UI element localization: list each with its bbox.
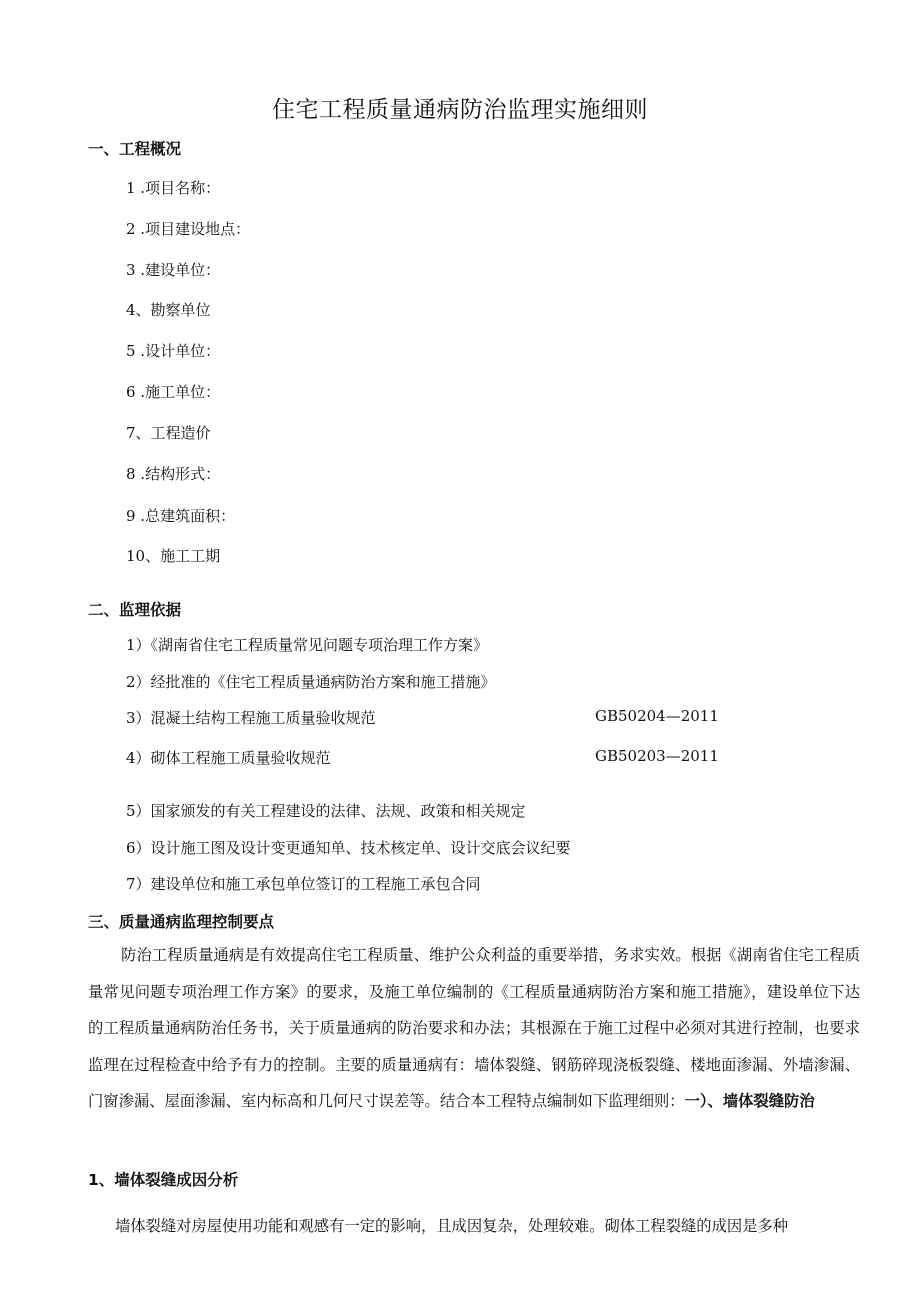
basis-item: 3）混凝土结构工程施工质量验收规范 (126, 709, 376, 727)
basis-item: 7）建设单位和施工承包单位签订的工程施工承包合同 (126, 875, 481, 893)
basis-item: 5）国家颁发的有关工程建设的法律、法规、政策和相关规定 (126, 802, 526, 820)
overview-item: 5 .设计单位： (126, 342, 221, 360)
subheading-wall-cracks: 一）、墙体裂缝防治 (684, 1092, 815, 1110)
overview-item: 7、工程造价 (126, 424, 211, 442)
basis-item: 4）砌体工程施工质量验收规范 (126, 749, 331, 767)
document-title: 住宅工程质量通病防治监理实施细则 (272, 97, 648, 123)
paragraph-text: 防治工程质量通病是有效提高住宅工程质量、维护公众利益的重要举措，务求实效。根据《湖南省住宅工程质量常见问题专项治理工作方案》的要求，及施工单位编制的《工程质量通病防治方案和施工措施》，建设单位下达的工程质量通病防治任务书，关于质量通病的防治要求和办法；其根源在于施工过程中必须对其进行控制，也要求监理在过程检查中给予有力的控制。主要的质量通病有：墙体裂缝、钢筋碎现浇板裂缝、楼地面渗漏、外墙渗漏、门窗渗漏、屋面渗漏、室内标高和几何尺寸误差等。结合本工程特点编制如下监理细则： (88, 946, 860, 1110)
body-paragraph (88, 937, 860, 1120)
overview-item: 8 .结构形式： (126, 465, 221, 483)
basis-item: 6）设计施工图及设计变更通知单、技术核定单、设计交底会议纪要 (126, 839, 571, 857)
overview-item: 6 .施工单位： (126, 383, 221, 401)
overview-item: 4、勘察单位 (126, 301, 211, 319)
paragraph-text: 墙体裂缝对房屋使用功能和观感有一定的影响，且成因复杂，处理较难。砌体工程裂缝的成因是多种 (115, 1217, 789, 1235)
overview-item: 1 .项目名称： (126, 179, 221, 197)
standard-code: GB50203—2011 (595, 747, 719, 765)
subsection-heading: 1、墙体裂缝成因分析 (88, 1171, 239, 1189)
standard-code: GB50204—2011 (595, 707, 719, 725)
section-heading-basis: 二、监理依据 (88, 601, 182, 619)
overview-item: 9 .总建筑面积： (126, 507, 236, 525)
section-heading-overview: 一、工程概况 (88, 140, 182, 158)
overview-item: 10、施工工期 (126, 547, 221, 565)
section-heading-control-points: 三、质量通病监理控制要点 (88, 913, 275, 931)
basis-item: 2）经批准的《住宅工程质量通病防治方案和施工措施》 (126, 673, 496, 691)
overview-item: 2 .项目建设地点： (126, 220, 251, 238)
overview-item: 3 .建设单位： (126, 261, 221, 279)
body-paragraph (115, 1208, 875, 1246)
basis-item: 1）《湖南省住宅工程质量常见问题专项治理工作方案》 (126, 636, 489, 654)
